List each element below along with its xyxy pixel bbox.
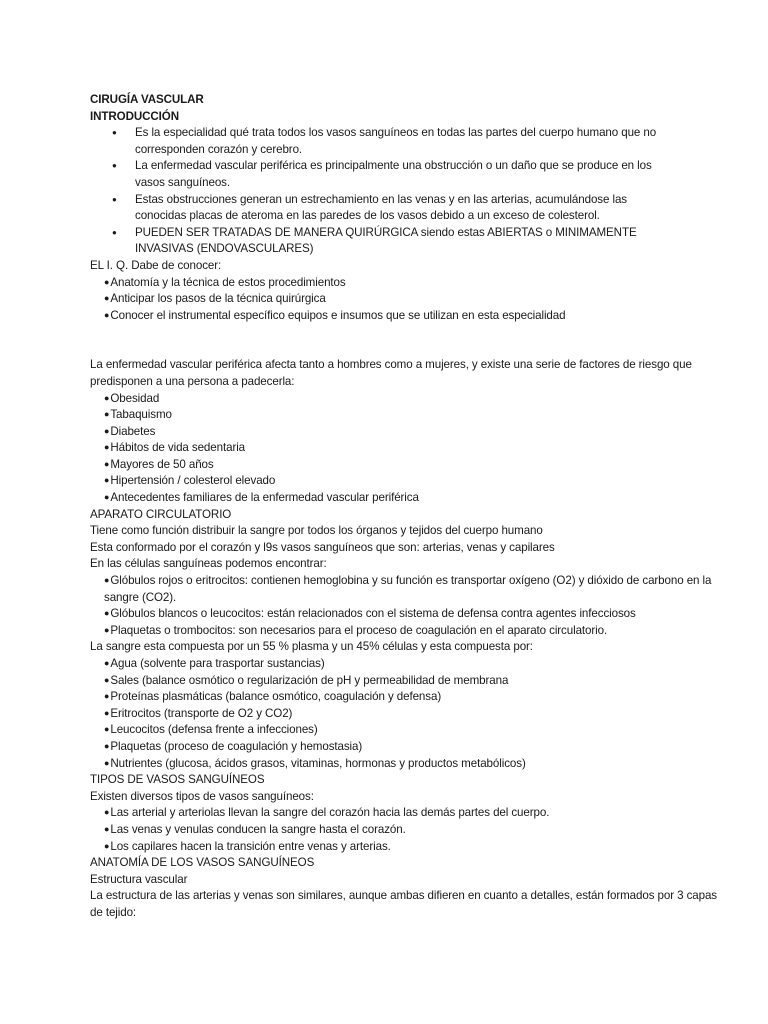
list-item: ●Plaquetas o trombocitos: son necesarios para el proceso de coagulación en el aparato circulatorio. [104,623,608,637]
bullet-icon: ● [104,458,110,469]
structure-heading: Estructura vascular [90,872,188,886]
circulatory-heading: APARATO CIRCULATORIO [90,507,232,521]
risk-intro: La enfermedad vascular periférica afecta tanto a hombres como a mujeres, y existe una serie de factores de riesgo que predisponen a una persona a padecerla: [90,358,692,388]
list-item: ●Leucocitos (defensa frente a infecciones) [104,723,318,737]
list-item: ●Tabaquismo [104,408,172,422]
list-item: ●Hipertensión / colesterol elevado [104,474,276,488]
circulatory-line-2: Esta conformado por el corazón y l9s vasos sanguíneos que son: arterias, venas y capilares [90,540,555,554]
cells-intro: En las células sanguíneas podemos encontrar: [90,557,327,571]
structure-text: La estructura de las arterias y venas son similares, aunque ambas difieren en cuanto a detalles, están formados por 3 capas de tejido: [90,889,718,919]
bullet-icon: ● [104,608,110,619]
cells-list [90,573,730,639]
bullet-icon: ● [104,740,110,751]
list-item: ●Los capilares hacen la transición entre venas y arterias. [104,839,391,853]
bullet-icon: ● [104,425,110,436]
bullet-icon: ● [104,658,110,668]
vessels-intro: Existen diversos tipos de vasos sanguíneos: [90,789,314,803]
bullet-icon: ● [104,575,110,586]
list-item: ● PUEDEN SER TRATADAS DE MANERA QUIRÚRGICA siendo estas ABIERTAS o MINIMAMENTE INVASIVAS (ENDOVASCULARES) [135,225,675,258]
list-item: ●Conocer el instrumental específico equipos e insumos que se utilizan en esta especialidad [104,308,566,322]
bullet-icon: ● [104,442,110,453]
list-item: ●Proteínas plasmáticas (balance osmótico, coagulación y defensa) [104,690,442,704]
bullet-icon: ● [104,624,110,635]
list-item: ●Glóbulos rojos o eritrocitos: contienen hemoglobina y su función es transportar oxígeno (O2) y dióxido de carbono en la sangre (CO2). [104,574,712,604]
vessels-heading: TIPOS DE VASOS SANGUÍNEOS [90,773,265,787]
list-item: ●Glóbulos blancos o leucocitos: están relacionados con el sistema de defensa contra agentes infecciosos [104,607,636,621]
intro-list [90,125,730,258]
list-item: ●Anticipar los pasos de la técnica quirúrgica [104,292,326,306]
circulatory-line-1: Tiene como función distribuir la sangre por todos los órganos y tejidos del cuerpo humano [90,524,543,538]
list-item: ● La enfermedad vascular periférica es principalmente una obstrucción o un daño que se produce en los vasos sanguíneos. [135,158,675,191]
list-item: ●Las arterial y arteriolas llevan la sangre del corazón hacia las demás partes del cuerpo. [104,806,550,820]
bullet-icon: ● [104,475,110,486]
iq-line: EL I. Q. Dabe de conocer: [90,258,222,272]
bullet-icon: ● [104,309,110,320]
blood-intro: La sangre esta compuesta por un 55 % plasma y un 45% células y esta compuesta por: [90,640,533,654]
list-item: ●Eritrocitos (transporte de O2 y CO2) [104,706,293,720]
list-item: ●Sales (balance osmótico o regularización de pH y permeabilidad de membrana [104,673,509,687]
intro-heading: INTRODUCCIÓN [90,109,179,123]
list-item: ●Diabetes [104,424,156,438]
spacer [90,324,730,357]
bullet-icon: ● [104,691,110,702]
bullet-icon: ● [104,757,110,768]
bullet-icon: ● [104,823,110,834]
bullet-icon: ● [104,807,110,818]
bullet-icon: ● [104,276,110,287]
list-item: ●Las venas y venulas conducen la sangre hasta el corazón. [104,822,406,836]
document-page [90,92,730,922]
blood-list [90,656,730,772]
list-item: ●Plaquetas (proceso de coagulación y hemostasia) [104,739,363,753]
list-item: ●Mayores de 50 años [104,457,214,471]
list-item: ●Agua (solvente para trasportar sustancias) [104,657,325,670]
bullet-icon: ● [104,674,110,685]
bullet-icon: ● [104,724,110,735]
iq-list [90,275,730,325]
bullet-icon: ● [104,293,110,304]
anatomy-heading: ANATOMÍA DE LOS VASOS SANGUÍNEOS [90,856,315,870]
vessels-list [90,805,730,855]
list-item: ●Hábitos de vida sedentaria [104,441,246,455]
list-item: ●Anatomía y la técnica de estos procedimientos [104,275,346,289]
bullet-icon: ● [104,392,110,403]
list-item: ● Estas obstrucciones generan un estrechamiento en las venas y en las arterias, acumulándose las conocidas placas de ateroma en las paredes de los vasos debido a un exceso de colesterol. [135,192,675,225]
list-item: ●Obesidad [104,391,160,405]
bullet-icon: ● [104,492,110,503]
list-item: ● Es la especialidad qué trata todos los vasos sanguíneos en todas las partes del cuerpo humano que no corresponden corazón y cerebro. [135,125,675,158]
bullet-icon: ● [104,840,110,851]
list-item: ●Antecedentes familiares de la enfermedad vascular periférica [104,491,419,505]
bullet-icon: ● [104,409,110,420]
list-item: ●Nutrientes (glucosa, ácidos grasos, vitaminas, hormonas y productos metabólicos) [104,756,526,770]
bullet-icon: ● [104,707,110,718]
risk-list [90,391,730,507]
document-title: CIRUGÍA VASCULAR [90,93,204,106]
